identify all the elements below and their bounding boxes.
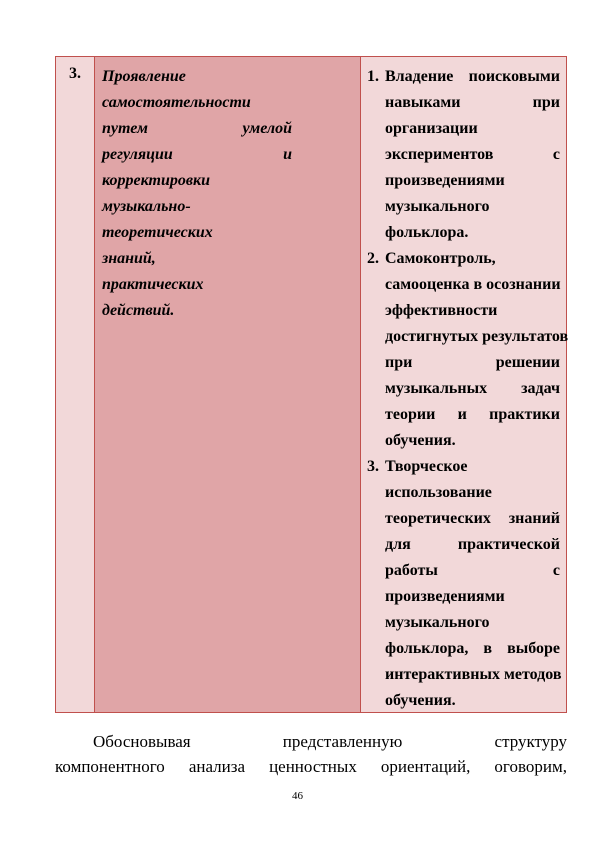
indicator-line: экспериментов с [385, 146, 560, 163]
indicator-line: достигнутых результатов [385, 328, 569, 345]
criterion-line: теоретических [102, 224, 213, 241]
page-number: 46 [292, 790, 303, 802]
criterion-line: действий. [102, 302, 175, 319]
criterion-line: практических [102, 276, 204, 293]
indicator-line: Самоконтроль, [385, 250, 496, 267]
criterion-text [102, 64, 292, 324]
indicator-line: музыкального [385, 614, 490, 631]
indicator-line: произведениями [385, 172, 505, 189]
indicator-line: музыкального [385, 198, 490, 215]
indicator-line: музыкальных задач [385, 380, 560, 397]
indicators-cell [361, 57, 569, 712]
indicator-line: навыками при [385, 94, 560, 111]
indicator-line: обучения. [385, 692, 456, 709]
paragraph-line: компонентного анализа ценностных ориентаций, оговорим, [55, 757, 567, 776]
indicator-line: использование [385, 484, 492, 501]
list-marker: 1. [367, 68, 379, 85]
indicator-item [367, 246, 569, 454]
indicator-line: Владение поисковыми [385, 68, 560, 85]
indicator-line: произведениями [385, 588, 505, 605]
indicator-line: фольклора. [385, 224, 469, 241]
indicator-line: Творческое [385, 458, 468, 475]
criterion-line: путем умелой [102, 120, 292, 137]
criterion-line: музыкально- [102, 198, 191, 215]
indicator-line: интерактивных методов [385, 666, 562, 683]
row-number-cell [56, 57, 95, 712]
list-marker: 2. [367, 250, 379, 267]
indicator-line: самооценка в осознании [385, 276, 561, 293]
paragraph-line: Обосновывая представленную структуру [93, 732, 567, 751]
indicator-line: организации [385, 120, 478, 137]
indicators-list [367, 64, 569, 714]
indicator-line: теоретических знаний [385, 510, 560, 527]
criterion-line: корректировки [102, 172, 210, 189]
indicator-item [367, 64, 560, 246]
row-number: 3. [69, 65, 81, 82]
indicator-line: фольклора, в выборе [385, 640, 560, 657]
criteria-table [55, 56, 567, 713]
indicator-line: эффективности [385, 302, 498, 319]
indicator-line: теории и практики [385, 406, 560, 423]
indicator-line: при решении [385, 354, 560, 371]
criterion-line: регуляции и [102, 146, 292, 163]
criterion-line: знаний, [102, 250, 156, 267]
criterion-cell [95, 57, 361, 712]
indicator-line: для практической [385, 536, 560, 553]
body-paragraph [55, 729, 567, 779]
indicator-line: обучения. [385, 432, 456, 449]
criterion-line: Проявление [102, 68, 186, 85]
list-marker: 3. [367, 458, 379, 475]
indicator-line: работы с [385, 562, 560, 579]
criterion-line: самостоятельности [102, 94, 251, 111]
indicator-item [367, 454, 560, 714]
